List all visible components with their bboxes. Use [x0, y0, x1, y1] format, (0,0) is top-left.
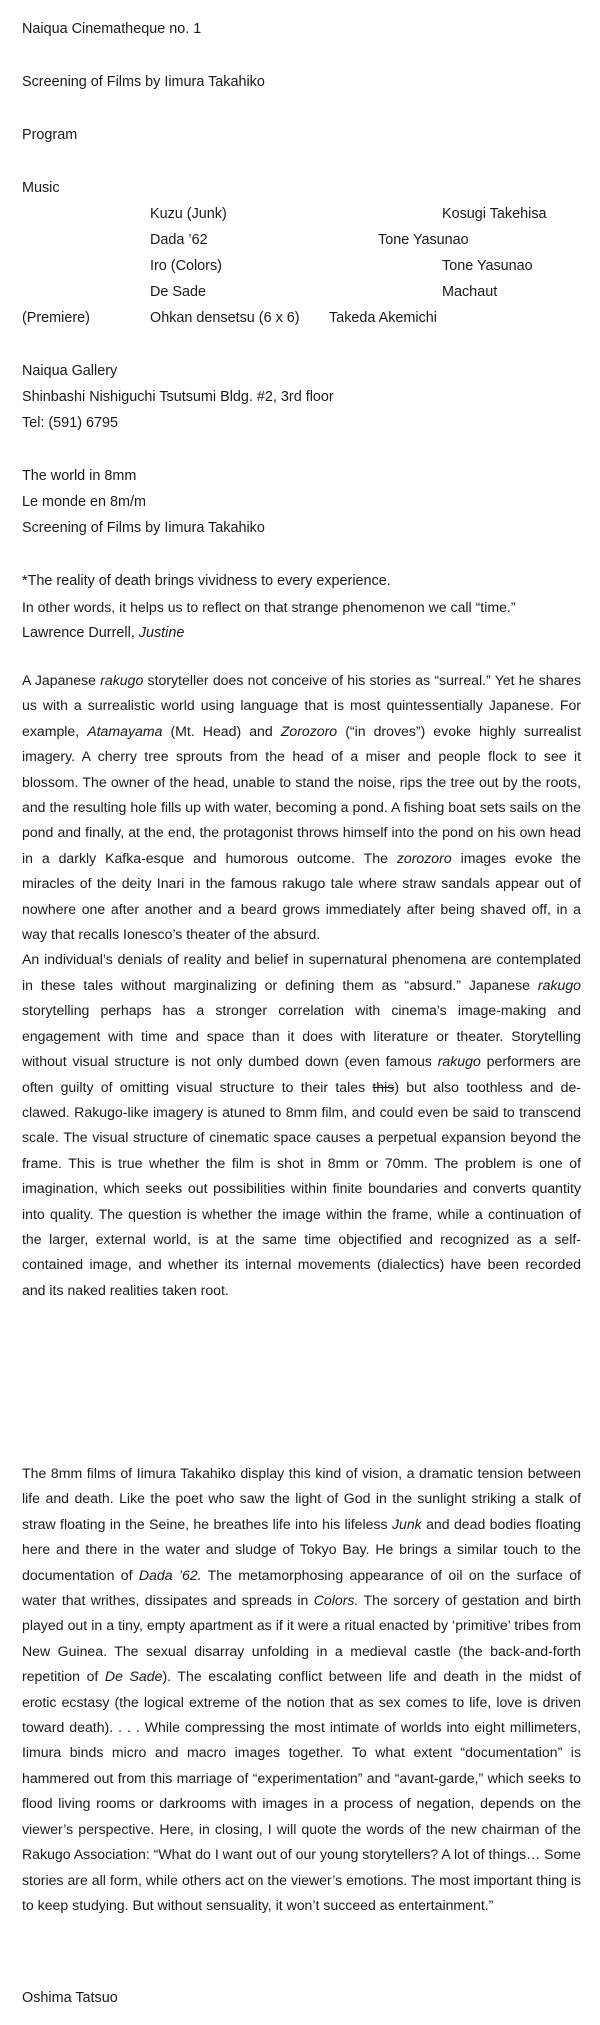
series-title: Naiqua Cinematheque no. 1: [22, 21, 202, 37]
author-signature: Oshima Tatsuo: [22, 1990, 118, 2006]
venue-address: Shinbashi Nishiguchi Tsutsumi Bldg. #2, 3rd floor: [22, 389, 334, 405]
program-music: Machaut: [442, 284, 498, 300]
program-film: Kuzu (Junk): [150, 206, 227, 222]
epigraph-line: In other words, it helps us to reflect on that strange phenomenon we call “time.”: [22, 599, 516, 615]
essay-title-line: The world in 8mm: [22, 468, 137, 484]
program-music: Takeda Akemichi: [329, 310, 437, 326]
venue-name: Naiqua Gallery: [22, 363, 118, 379]
music-heading: Music: [22, 180, 60, 196]
program-film: Dada ’62: [150, 232, 208, 248]
paragraph: A Japanese rakugo storyteller does not conceive of his stories as “surreal.” Yet he shares us with a surrealistic world using language that is most quintessentially Japanese. For example, Atamayama (Mt. Head) and Zorozoro (“in droves”) evoke highly surrealist imagery. A cherry tree sprouts from the head of a miser and people flock to see it blossom. The owner of the head, unable to stand the noise, rips the tree out by the roots, and the resulting hole fills up with water, becoming a pond. A fishing boat sets sails on the pond and finally, at the end, the protagonist throws himself into the pond on his own head in a darkly Kafka-esque and humorous outcome. The zorozoro images evoke the miracles of the deity Inari in the famous rakugo tale where straw sandals appear out of nowhere one after another and a beard grows immediately after being shaved off, in a way that recalls Ionesco’s theater of the absurd.: [22, 672, 581, 943]
venue-tel: Tel: (591) 6795: [22, 415, 118, 431]
program-film: De Sade: [150, 284, 207, 300]
epigraph-work: Justine: [138, 625, 185, 641]
essay-title-line: Le monde en 8m/m: [22, 494, 146, 510]
paragraph: An individual’s denials of reality and belief in supernatural phenomena are contemplated in these tales without marginalizing or defining them as “absurd.” Japanese rakugo storytelling perhaps has a stronger correlation with cinema’s image-making and engagement with time and space than it does with literature or theater. Storytelling without visual structure is not only dumbed down (even famous rakugo performers are often guilty of omitting visual structure to their tales this) but also toothless and de-clawed. Rakugo-like imagery is atuned to 8mm film, and could even be said to transcend scale. The visual structure of cinematic space causes a perpetual expansion beyond the frame. This is true whether the film is shot in 8mm or 70mm. The problem is one of imagination, which seeks out possibilities within finite boundaries and converts quantity into quality. The question is whether the image within the frame, while a continuation of the larger, external world, is at the same time objectified and recognized as a self-contained image, and whether its internal movements (dialectics) have been recorded and its naked realities taken root.: [22, 951, 581, 1298]
program-note: (Premiere): [22, 310, 90, 326]
epigraph-attribution: [22, 624, 184, 642]
essay-title-line: Screening of Films by Iimura Takahiko: [22, 520, 265, 536]
program-film: Ohkan densetsu (6 x 6): [150, 310, 300, 326]
paragraph: The 8mm films of Iimura Takahiko display this kind of vision, a dramatic tension between life and death. Like the poet who saw the light of God in the sunlight striking a stalk of straw floating in the Seine, he breathes life into his lifeless Junk and dead bodies floating here and there in the water and sludge of Tokyo Bay. He brings a similar touch to the documentation of Dada ’62. The metamorphosing appearance of oil on the surface of water that writhes, dissipates and spreads in Colors. The sorcery of gestation and birth played out in a tiny, empty apartment as if it were a ritual enacted by ‘primitive’ tribes from New Guinea. The sexual disarray unfolding in a medieval castle (the back-and-forth repetition of De Sade). The escalating conflict between life and death in the midst of erotic ecstasy (the logical extreme of the notion that as sex comes to life, love is driven toward death). . . . While compressing the most intimate of worlds into eight millimeters, Iimura binds micro and macro images together. To what extent “documentation” is hammered out from this marriage of “experimentation” and “avant-garde,” which seeks to flood living rooms or darkrooms with images in a process of negation, depends on the viewer’s perspective. Here, in closing, I will quote the words of the new chairman of the Rakugo Association: “What do I want out of our young storytellers? A lot of things… Some stories are all form, while others act on the viewer’s emotions. The most important thing is to keep studying. But without sensuality, it won’t succeed as entertainment.”: [22, 1465, 581, 1913]
epigraph-line: *The reality of death brings vividness to every experience.: [22, 573, 391, 589]
program-film: Iro (Colors): [150, 258, 222, 274]
program-music: Kosugi Takehisa: [442, 206, 547, 222]
program-music: Tone Yasunao: [378, 232, 469, 248]
program-music: Tone Yasunao: [442, 258, 533, 274]
essay-body-continued: [22, 1461, 581, 1918]
program-heading: Program: [22, 127, 78, 143]
epigraph-author: Lawrence Durrell,: [22, 625, 139, 641]
event-title: Screening of Films by Iimura Takahiko: [22, 74, 265, 90]
essay-body: [22, 668, 581, 1303]
